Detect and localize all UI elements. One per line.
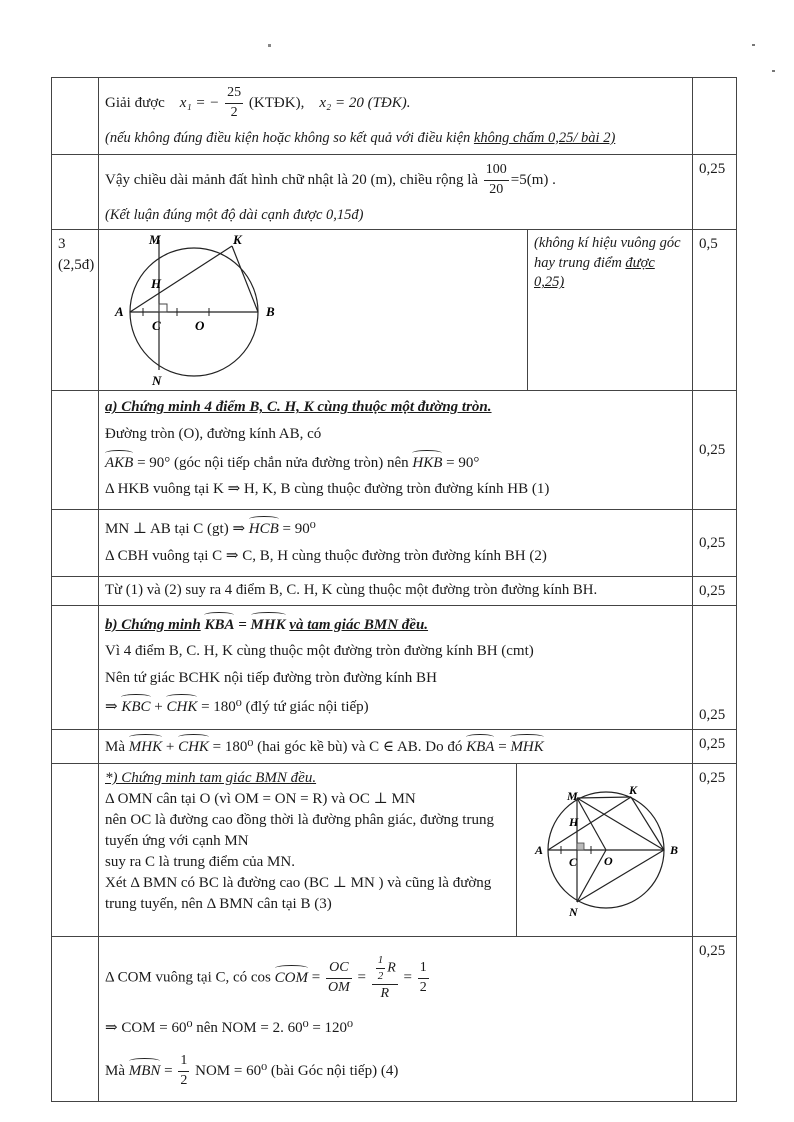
text: ⇒ [105, 698, 118, 715]
text: R [387, 960, 396, 976]
text: Giải được [105, 94, 165, 111]
chord-kb [232, 246, 258, 312]
segment-mo [577, 798, 606, 850]
question-cell [52, 576, 99, 605]
table-row [52, 730, 737, 764]
content-cell [99, 937, 693, 1102]
proof-line: Δ OMN cân tại O (vì OM = ON = R) và OC ⊥ MN [105, 791, 416, 808]
fraction [376, 953, 386, 984]
figure-note [527, 230, 692, 390]
label-k: K [233, 232, 242, 248]
denominator: 2 [419, 979, 427, 995]
angle-mbn: MBN [129, 1058, 161, 1081]
question-points: (2,5đ) [58, 256, 95, 273]
text: NOM = 60⁰ (bài Góc nội tiếp) (4) [195, 1062, 399, 1079]
conclusion-line [105, 161, 686, 200]
numerator: 100 [484, 161, 509, 181]
denominator: 2 [377, 969, 384, 982]
label-o: O [195, 318, 205, 334]
label-c: C [569, 855, 578, 870]
score-cell: 0,25 [693, 764, 737, 937]
segment-no [577, 850, 606, 902]
content-cell [99, 510, 693, 577]
fraction [372, 953, 398, 1004]
question-cell [52, 78, 99, 155]
segment-mb [577, 798, 664, 850]
table-row [52, 937, 737, 1102]
angle-chk: CHK [178, 734, 209, 757]
proof-line: ⇒ COM = 60⁰ nên NOM = 2. 60⁰ = 120⁰ [105, 1019, 354, 1036]
score-cell [693, 78, 737, 155]
question-number: 3 [58, 236, 66, 253]
proof-line: Δ HKB vuông tại K ⇒ H, K, B cùng thuộc đường tròn đường kính HB (1) [105, 481, 550, 498]
label-c: C [152, 318, 161, 334]
score-cell: 0,25 [693, 937, 737, 1102]
angle-hcb: HCB [249, 516, 279, 539]
equation: x₁ = − [179, 94, 220, 111]
figure-area [516, 764, 692, 936]
label-h: H [151, 276, 162, 292]
segment-mk [577, 797, 631, 798]
content-cell [99, 391, 693, 510]
proof-line [105, 694, 686, 717]
question-cell [52, 764, 99, 937]
proof-line [105, 450, 686, 473]
question-cell [52, 510, 99, 577]
label-k: K [629, 783, 638, 798]
figure-area [99, 230, 527, 390]
question-cell [52, 937, 99, 1102]
numerator [372, 953, 398, 985]
text: + [165, 739, 175, 756]
label-a: A [115, 304, 124, 320]
angle-kba: KBA [466, 734, 494, 757]
text: Mà [105, 739, 125, 756]
text: Vậy chiều dài mảnh đất hình chữ nhật là 20 (m), chiều rộng là [105, 171, 479, 188]
question-cell [52, 155, 99, 230]
text: không chấm 0,25/ bài 2) [473, 129, 616, 146]
text: = 90° (góc nội tiếp chắn nửa đường tròn) nên [137, 454, 409, 471]
text: = [238, 617, 247, 634]
table-row [52, 155, 737, 230]
proof-line: suy ra C là trung điểm của MN. [105, 854, 295, 871]
score-cell: 0,25 [693, 155, 737, 230]
content-cell [99, 764, 693, 937]
proof-heading: *) Chứng minh tam giác BMN đều. [105, 770, 317, 787]
label-m: M [567, 789, 578, 804]
table-row [52, 391, 737, 510]
scan-speck [772, 70, 775, 72]
fraction [418, 959, 429, 998]
score-value: 0,25 [699, 534, 726, 551]
solution-line [105, 84, 686, 123]
text: (nếu không đúng điều kiện hoặc không so kết quả với điều kiện [105, 129, 471, 146]
text: và tam giác BMN đều. [289, 617, 429, 634]
angle-mhk: MHK [510, 734, 543, 757]
text: = 180⁰ (đlý tứ giác nội tiếp) [201, 698, 369, 715]
score-cell [693, 510, 737, 577]
table-row [52, 510, 737, 577]
right-angle-mark [159, 304, 167, 312]
label-n: N [152, 373, 162, 389]
proof-line: Đường tròn (O), đường kính AB, có [105, 425, 322, 442]
label-n: N [569, 905, 578, 920]
proof-block [99, 764, 516, 936]
scan-speck [268, 44, 271, 47]
text: b) Chứng minh [105, 617, 201, 634]
score-value: 0,25 [699, 442, 726, 459]
label-m: M [149, 232, 161, 248]
denominator: R [380, 985, 390, 1001]
text: Δ COM vuông tại C, có cos [105, 969, 271, 986]
content-cell [99, 730, 693, 764]
proof-line: Xét Δ BMN có BC là đường cao (BC ⊥ MN ) và cũng là đường trung tuyến, nên Δ BMN cân tại B (3) [105, 875, 492, 913]
text: Mà [105, 1062, 125, 1079]
angle-hkb: HKB [412, 450, 442, 473]
table-row [52, 576, 737, 605]
text: MN ⊥ AB tại C (gt) ⇒ [105, 521, 246, 538]
proof-line: Δ COM vuông tại C, có cos COM = $\frac{OC}{OM}$ = $\frac{1}{2}$ R R = $\frac{1}{2}$ [105, 953, 686, 1004]
grading-note [105, 129, 686, 149]
text: + [154, 698, 163, 715]
geometry-figure [109, 230, 309, 390]
numerator: 1 [376, 953, 386, 969]
angle-chk: CHK [166, 694, 197, 717]
text: = 90° [446, 454, 480, 471]
chord-ak [130, 246, 232, 312]
score-cell: 0,5 [693, 230, 737, 391]
text: (không kí hiệu vuông góc hay trung điểm [534, 235, 681, 271]
table-row [52, 764, 737, 937]
question-cell [52, 230, 99, 391]
right-angle-mark [577, 843, 584, 850]
text: = [498, 739, 507, 756]
text: được 0,25) [534, 254, 655, 291]
label-b: B [670, 843, 679, 858]
equation: x₂ = 20 (TĐK). [319, 94, 411, 111]
denominator: 2 [230, 104, 238, 120]
numerator: OC [326, 959, 352, 979]
denominator: OM [327, 979, 350, 995]
geometry-figure-2 [521, 764, 691, 934]
table-row [52, 606, 737, 730]
content-cell [99, 606, 693, 730]
angle-akb: AKB [105, 450, 133, 473]
question-cell [52, 391, 99, 510]
chord-kb [631, 797, 664, 850]
content-cell: Từ (1) và (2) suy ra 4 điểm B, C. H, K cùng thuộc một đường tròn đường kính BH. [99, 576, 693, 605]
content-cell [99, 155, 693, 230]
text: = 90⁰ [282, 521, 316, 538]
grading-note: (Kết luận đúng một độ dài cạnh được 0,15đ) [105, 206, 364, 223]
score-cell [693, 391, 737, 510]
proof-line: Mà MBN = $\frac{1}{2}$ NOM = 60⁰ (bài Góc nội tiếp) (4) [105, 1052, 686, 1091]
answer-table [51, 77, 737, 1102]
question-cell [52, 730, 99, 764]
content-cell [99, 78, 693, 155]
text: =5(m) . [510, 171, 556, 188]
segment-nb [577, 850, 664, 902]
table-row [52, 78, 737, 155]
fraction [178, 1052, 189, 1091]
numerator: 25 [225, 84, 243, 104]
angle-mhk: MHK [251, 612, 286, 635]
numerator: 1 [178, 1052, 189, 1072]
score-cell: 0,25 [693, 576, 737, 605]
label-o: O [604, 854, 613, 869]
label-h: H [569, 815, 579, 830]
proof-line: nên OC là đường cao đồng thời là đường phân giác, đường trung tuyến ứng với cạnh MN [105, 812, 494, 850]
part-a-heading: a) Chứng minh 4 điểm B, C. H, K cùng thuộc một đường tròn. [105, 399, 492, 416]
angle-kba: KBA [204, 612, 234, 635]
numerator: 1 [418, 959, 429, 979]
score-cell [693, 606, 737, 730]
text: = 180⁰ (hai góc kề bù) và C ∈ AB. Do đó [212, 739, 463, 756]
proof-line [105, 516, 686, 539]
denominator: 20 [489, 181, 504, 197]
angle-com: COM [275, 965, 308, 988]
proof-line: Δ CBH vuông tại C ⇒ C, B, H cùng thuộc đường tròn đường kính BH (2) [105, 547, 547, 564]
denominator: 2 [180, 1072, 188, 1088]
table-row [52, 230, 737, 391]
score-value: 0,25 [699, 706, 726, 723]
scan-speck [752, 44, 755, 46]
angle-mhk: MHK [129, 734, 162, 757]
question-cell [52, 606, 99, 730]
proof-line: Vì 4 điểm B, C. H, K cùng thuộc một đường tròn đường kính BH (cmt) [105, 643, 534, 660]
proof-line: Nên tứ giác BCHK nội tiếp đường tròn đường kính BH [105, 669, 437, 686]
score-cell: 0,25 [693, 730, 737, 764]
angle-kbc: KBC [121, 694, 150, 717]
part-b-heading [105, 612, 686, 635]
fraction [484, 161, 509, 200]
text: (KTĐK), [248, 94, 305, 111]
label-a: A [535, 843, 544, 858]
content-cell [99, 230, 693, 391]
fraction [225, 84, 243, 123]
fraction [326, 959, 352, 998]
label-b: B [266, 304, 275, 320]
